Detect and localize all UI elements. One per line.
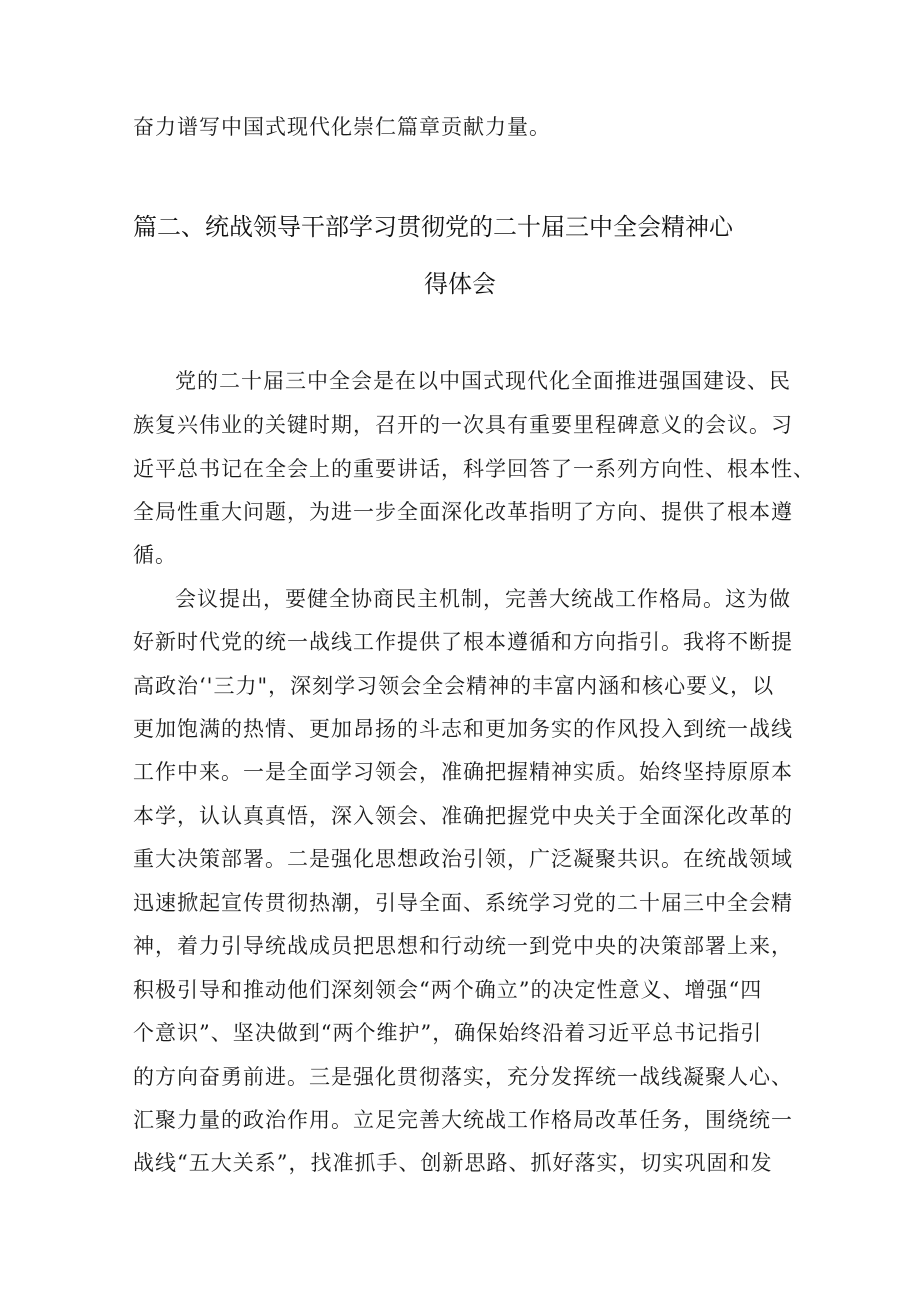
paragraph-line: 会议提出，要健全协商民主机制，完善大统战工作格局。这为做 <box>175 587 791 611</box>
paragraph-line: 本学，认认真真悟，深入领会、准确把握党中央关于全面深化改革的 <box>133 804 793 828</box>
paragraph-line: 个意识”、坚决做到“两个维护”，确保始终沿着习近平总书记指引 <box>133 1021 763 1045</box>
paragraph-line: 汇聚力量的政治作用。立足完善大统战工作格局改革任务，围绕统一 <box>133 1108 793 1132</box>
paragraph-line: 党的二十届三中全会是在以中国式现代化全面推进强国建设、民 <box>175 369 791 393</box>
paragraph-line: 战线“五大关系”，找准抓手、创新思路、抓好落实，切实巩固和发 <box>133 1151 773 1175</box>
opening-line: 奋力谱写中国式现代化崇仁篇章贡献力量。 <box>133 115 551 139</box>
section-title-line-2: 得体会 <box>424 270 496 298</box>
paragraph-line: 好新时代党的统一战线工作提供了根本遵循和方向指引。我将不断提 <box>133 630 793 654</box>
paragraph-line: 循。 <box>133 543 177 567</box>
paragraph-line: 的方向奋勇前进。三是强化贯彻落实，充分发挥统一战线凝聚人心、 <box>133 1065 793 1089</box>
section-title-line-1: 篇二、统战领导干部学习贯彻党的二十届三中全会精神心 <box>133 213 733 241</box>
paragraph-line: 工作中来。一是全面学习领会，准确把握精神实质。始终坚持原原本 <box>133 760 793 784</box>
paragraph-line: 积极引导和推动他们深刻领会“两个确立”的决定性意义、增强“四 <box>133 978 763 1002</box>
paragraph-line: 近平总书记在全会上的重要讲话，科学回答了一系列方向性、根本性、 <box>133 457 815 481</box>
paragraph-line: 高政治‘'三力"，深刻学习领会全会精神的丰富内涵和核心要义，以 <box>133 674 775 698</box>
paragraph-line: 族复兴伟业的关键时期，召开的一次具有重要里程碑意义的会议。习 <box>133 413 793 437</box>
paragraph-line: 全局性重大问题，为进一步全面深化改革指明了方向、提供了根本遵 <box>133 500 793 524</box>
paragraph-line: 迅速掀起宣传贯彻热潮，引导全面、系统学习党的二十届三中全会精 <box>133 891 793 915</box>
paragraph-line: 更加饱满的热情、更加昂扬的斗志和更加务实的作风投入到统一战线 <box>133 717 793 741</box>
paragraph-line: 神，着力引导统战成员把思想和行动统一到党中央的决策部署上来， <box>133 934 793 958</box>
paragraph-line: 重大决策部署。二是强化思想政治引领，广泛凝聚共识。在统战领域 <box>133 847 793 871</box>
